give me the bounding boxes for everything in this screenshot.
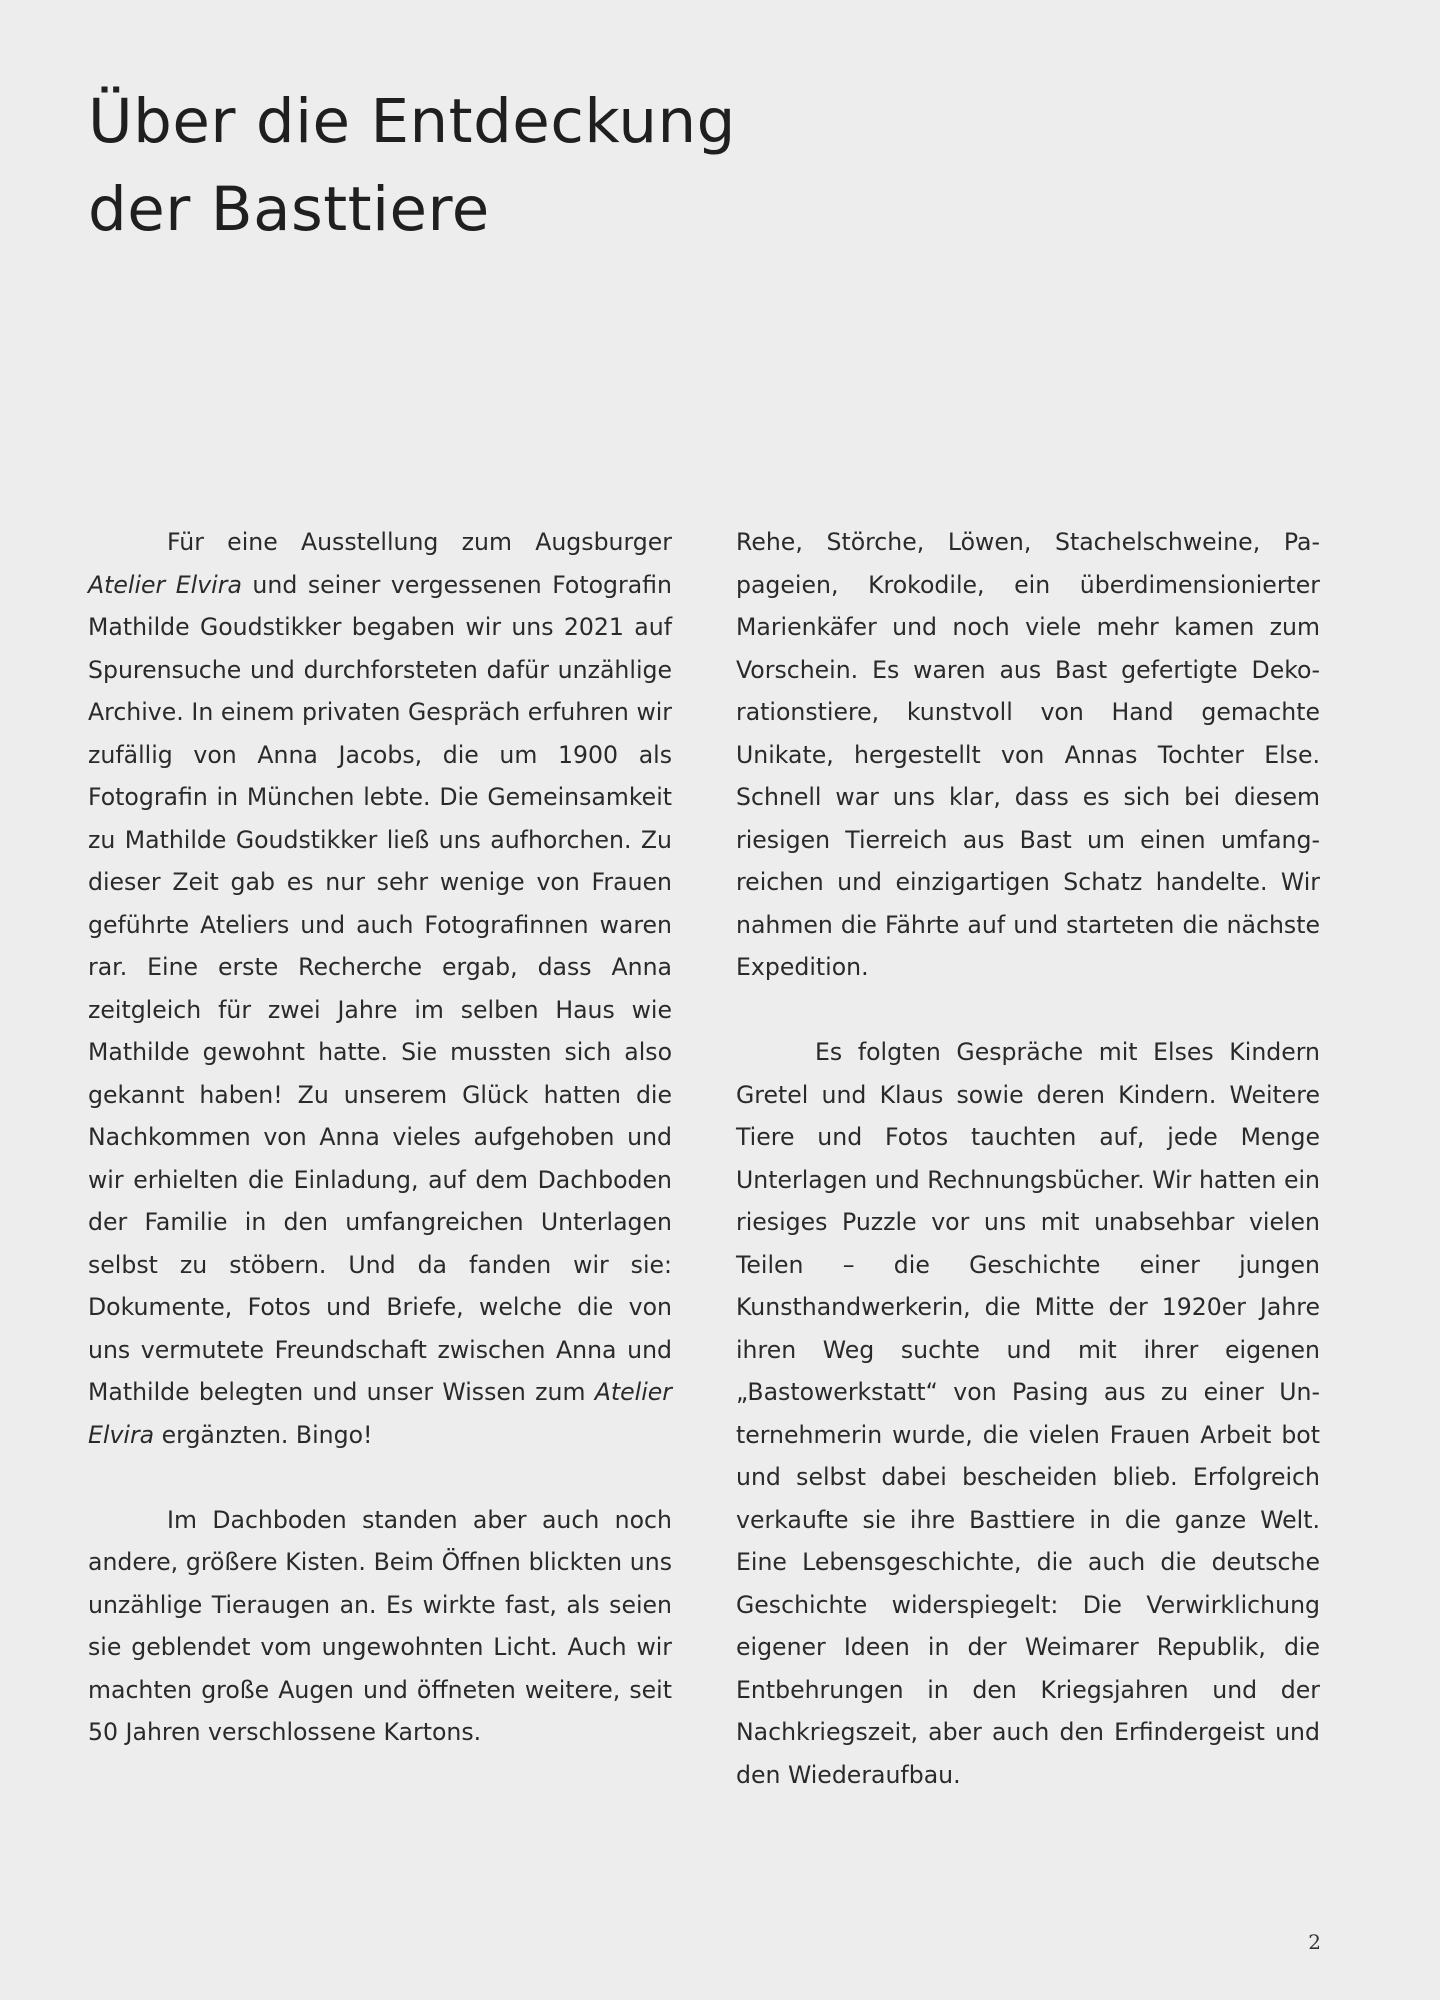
paragraph-text: und seiner vergessenen Fotografin Mathilde Goudstikker begaben wir uns 2021 auf Spurensuche und durchforsteten dafür unzählige Archive. In einem privaten Gespräch erfuhren wir zufällig von Anna Jacobs, die um 1900 als Fotografin in München lebte. Die Gemeinsamkeit zu Mathilde Goudstikker ließ uns aufhorchen. Zu dieser Zeit gab es nur sehr wenige von Frauen geführte Ateliers und auch Fotografinnen waren rar. Eine erste Recherche ergab, dass Anna zeitgleich für zwei Jahre im selben Haus wie Mathilde gewohnt hatte. Sie mussten sich also gekannt haben! Zu unserem Glück hatten die Nachkommen von Anna vieles aufgehoben und wir erhielten die Einladung, auf dem Dachboden der Familie in den umfangreichen Unterlagen selbst zu stöbern. Und da fanden wir sie: Dokumente, Fotos und Briefe, welche die von uns vermutete Freundschaft zwischen Anna und Mathilde belegten und unser Wissen zum [88,570,673,1406]
paragraph-text: Für eine Ausstellung zum Augsburger [167,528,672,556]
page-number: 2 [1308,1930,1321,1954]
left-text-column [88,521,672,1796]
page-title-line-2: der Basttiere [88,174,490,245]
paragraph-right-1: Rehe, Störche, Löwen, Stachelschweine, Papageien, Krokodile, ein überdimensionierter Marienkäfer und noch viele mehr kamen zum Vorschein. Es waren aus Bast gefertigte Dekorationstiere, kunstvoll von Hand gemachte Unikate, hergestellt von Annas Tochter Else. Schnell war uns klar, dass es sich bei diesem riesigen Tierreich aus Bast um einen umfangreichen und einzigartigen Schatz handelte. Wir nahmen die Fährte auf und starteten die nächste Expedition. [736,528,1320,981]
italic-atelier-name: Atelier Elvira [88,570,242,599]
page-title-line-1: Über die Entdeckung [88,86,736,157]
italic-atelier-name: Atelier Elvira [88,1378,672,1449]
page-title [88,78,988,254]
paragraph-text: ergänzten. Bingo! [154,1420,373,1449]
paragraph-right-2: Es folgten Gespräche mit Elses Kindern Gretel und Klaus sowie deren Kindern. Weitere Tiere und Fotos tauchten auf, jede Menge Unterlagen und Rechnungsbücher. Wir hatten ein riesiges Puzzle vor uns mit unabsehbar vielen Teilen – die Geschichte einer jungen Kunsthandwerkerin, die Mitte der 1920er Jahre ihren Weg suchte und mit ihrer eigenen „Bastowerkstatt“ von Pasing aus zu einer Unternehmerin wurde, die vielen Frauen Arbeit bot und selbst dabei bescheiden blieb. Erfolgreich verkaufte sie ihre Basttiere in die ganze Welt. Eine Lebensgeschichte, die auch die deutsche Geschichte widerspiegelt: Die Verwirklichung eigener Ideen in der Weimarer Republik, die Entbehrungen in den Kriegsjahren und der Nachkriegszeit, aber auch den Erfindergeist und den Wiederaufbau. [736,1038,1320,1789]
right-text-column [736,521,1320,1839]
paragraph-left-2: Im Dachboden standen aber auch noch andere, größere Kisten. Beim Öffnen blickten uns unzählige Tieraugen an. Es wirkte fast, als seien sie geblendet vom ungewohnten Licht. Auch wir machten große Augen und öffneten weitere, seit 50 Jahren verschlossene Kartons. [88,1505,672,1746]
paragraph-left-1 [88,521,672,1456]
